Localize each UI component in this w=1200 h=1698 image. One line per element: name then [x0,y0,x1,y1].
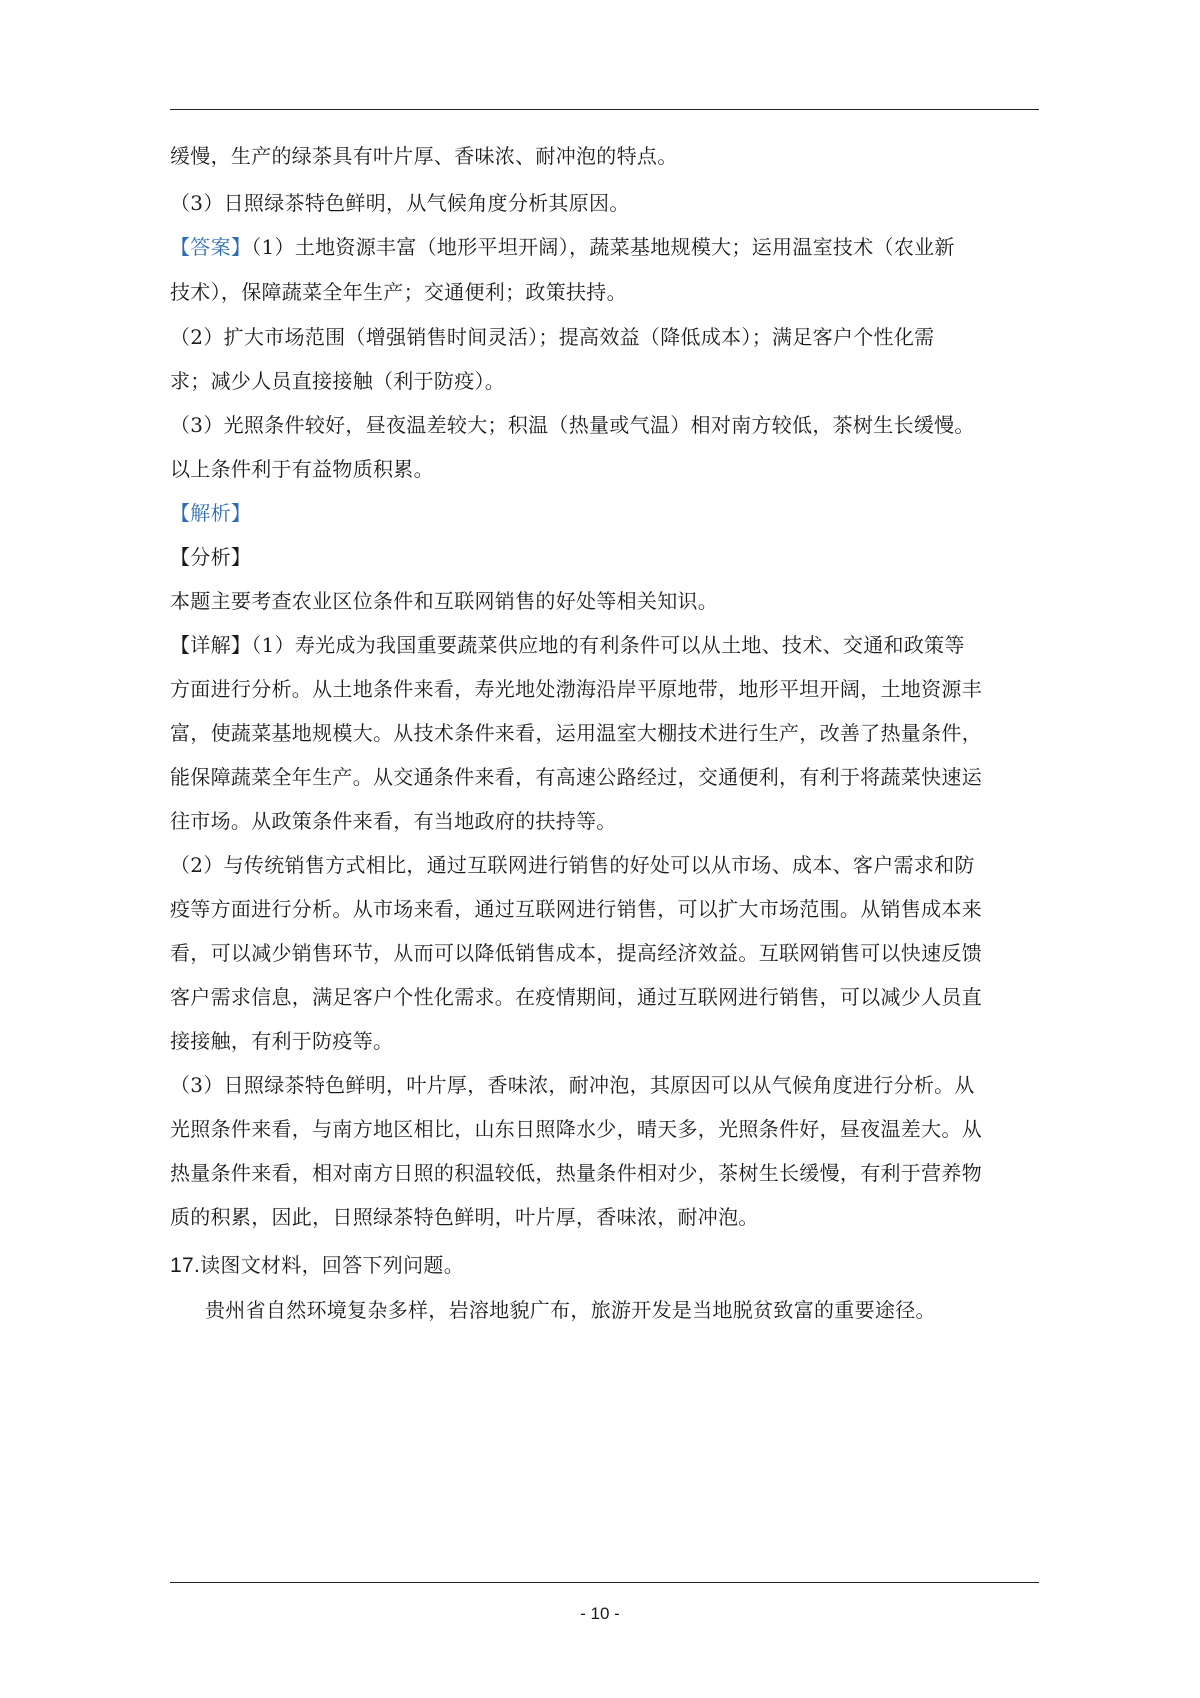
detail-text: （1）寿光成为我国重要蔬菜供应地的有利条件可以从土地、技术、交通和政策等 [251,633,965,657]
fenxi-tag-line [170,543,1050,571]
question-prompt: 读图文材料，回答下列问题。 [200,1253,464,1277]
text-line: 光照条件来看，与南方地区相比，山东日照降水少，晴天多，光照条件好，昼夜温差大。从 [170,1117,982,1141]
header-rule [170,109,1039,110]
text-line: （2）扩大市场范围（增强销售时间灵活）；提高效益（降低成本）；满足客户个性化需 [170,325,935,349]
detail-tag: 【详解】 [170,633,252,657]
page-number: - 10 - [580,1604,620,1623]
analysis-tag: 【解析】 [170,501,252,525]
text-line: 以上条件利于有益物质积累。 [170,457,434,481]
text-line: 方面进行分析。从土地条件来看，寿光地处渤海沿岸平原地带，地形平坦开阔，土地资源丰 [170,677,982,701]
text-line: 疫等方面进行分析。从市场来看，通过互联网进行销售，可以扩大市场范围。从销售成本来 [170,897,982,921]
answer-line [170,233,1050,261]
text-line: 热量条件来看，相对南方日照的积温较低，热量条件相对少，茶树生长缓慢，有利于营养物 [170,1161,982,1185]
text-line: 富，使蔬菜基地规模大。从技术条件来看，运用温室大棚技术进行生产，改善了热量条件， [170,721,982,745]
fenxi-tag: 【分析】 [170,545,252,569]
text-line: 客户需求信息，满足客户个性化需求。在疫情期间，通过互联网进行销售，可以减少人员直 [170,985,982,1009]
text-line: 本题主要考查农业区位条件和互联网销售的好处等相关知识。 [170,589,719,613]
text-line: （3）日照绿茶特色鲜明，从气候角度分析其原因。 [170,191,630,215]
detail-line [170,631,1050,659]
footer-rule [170,1582,1039,1583]
answer-tag: 【答案】 [170,235,252,259]
text-line: 接接触，有利于防疫等。 [170,1029,394,1053]
text-line: 技术），保障蔬菜全年生产；交通便利；政策扶持。 [170,280,627,304]
text-line: （3）光照条件较好，昼夜温差较大；积温（热量或气温）相对南方较低，茶树生长缓慢。 [170,413,975,437]
question-17-line [170,1251,1050,1280]
text-line: 质的积累，因此，日照绿茶特色鲜明，叶片厚，香味浓，耐冲泡。 [170,1205,759,1229]
analysis-tag-line [170,499,1050,527]
text-line: 求；减少人员直接接触（利于防疫）。 [170,369,506,393]
text-line: 看，可以减少销售环节，从而可以降低销售成本，提高经济效益。互联网销售可以快速反馈 [170,941,982,965]
text-line: 往市场。从政策条件来看，有当地政府的扶持等。 [170,809,617,833]
text-line: 能保障蔬菜全年生产。从交通条件来看，有高速公路经过，交通便利，有利于将蔬菜快速运 [170,765,982,789]
question-number: 17. [170,1254,201,1277]
text-line: 缓慢，生产的绿茶具有叶片厚、香味浓、耐冲泡的特点。 [170,144,678,168]
text-line: （3）日照绿茶特色鲜明，叶片厚，香味浓，耐冲泡，其原因可以从气候角度进行分析。从 [170,1073,975,1097]
text-line: （2）与传统销售方式相比，通过互联网进行销售的好处可以从市场、成本、客户需求和防 [170,853,975,877]
answer-text: （1）土地资源丰富（地形平坦开阔），蔬菜基地规模大；运用温室技术（农业新 [251,235,955,259]
material-text: 贵州省自然环境复杂多样，岩溶地貌广布，旅游开发是当地脱贫致富的重要途径。 [205,1298,936,1322]
